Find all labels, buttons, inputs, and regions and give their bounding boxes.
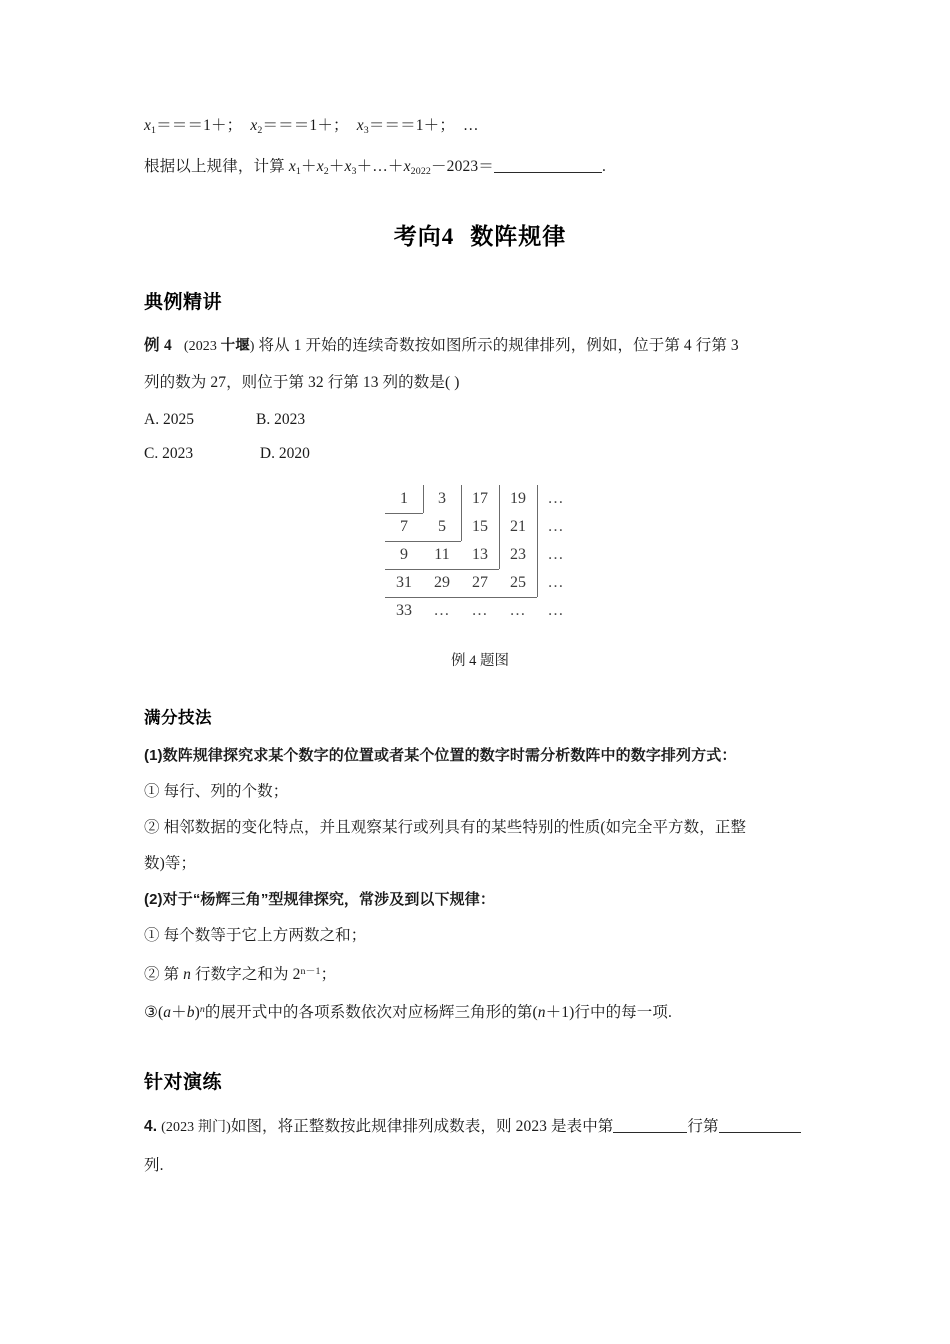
matrix-cell: 25 — [510, 573, 526, 591]
matrix-cell: … — [547, 545, 565, 563]
matrix-path-seg — [385, 541, 461, 542]
choice-b[interactable]: B. 2023 — [256, 410, 306, 428]
answer-blank[interactable] — [494, 157, 602, 173]
matrix-cell: 3 — [438, 489, 446, 507]
matrix-cell: … — [547, 517, 565, 535]
top-instruction-prefix: 根据以上规律，计算 — [144, 157, 285, 175]
matrix-cell: 27 — [472, 573, 488, 591]
matrix-cell: … — [433, 601, 451, 619]
matrix-cell: 9 — [400, 545, 408, 563]
matrix-row — [385, 541, 575, 569]
matrix-cell: 21 — [510, 517, 526, 535]
choice-a[interactable]: A. 2025 — [144, 410, 194, 428]
matrix-path-seg — [385, 513, 423, 514]
matrix-cell: 1 — [400, 489, 408, 507]
example-stem-line2: 列的数为 27，则位于第 32 行第 13 列的数是( ) — [144, 373, 460, 391]
figure-caption: 例 4 题图 — [451, 652, 509, 669]
question-text-1: 如图，将正整数按此规律排列成数表，则 2023 是表中第 — [230, 1118, 614, 1136]
manfen-item-7: ② 第 n 行数字之和为 $2^{n-1}$； — [144, 965, 337, 983]
page-content — [144, 108, 816, 1185]
top-instruction-formula: $x_1+x_2+x_3+\dots+x_{2022}-2023=$ — [288, 157, 494, 177]
matrix-cell: 7 — [400, 517, 408, 535]
matrix-row — [385, 513, 575, 541]
top-instruction-suffix: . — [601, 157, 606, 175]
matrix-row — [385, 569, 575, 597]
answer-blank-col-wrap[interactable] — [781, 1117, 801, 1133]
manfen-item-3: ② 相邻数据的变化特点，并且观察某行或列具有的某些特别的性质(如完全平方数，正整 — [144, 818, 747, 836]
choice-c[interactable]: C. 2023 — [144, 444, 194, 462]
matrix-cell: 13 — [472, 545, 488, 563]
example-label: 例 4 — [144, 336, 172, 354]
question-source: (2023 荆门) — [161, 1120, 231, 1136]
matrix-cell: 19 — [510, 489, 526, 507]
example-stem — [144, 328, 816, 365]
matrix-path-seg — [423, 485, 424, 513]
question-text-3: 列. — [144, 1157, 164, 1175]
matrix-cell: 17 — [472, 489, 488, 507]
choice-d[interactable]: D. 2020 — [259, 444, 310, 462]
section-heading — [144, 218, 816, 251]
section-number: 4 — [441, 223, 455, 249]
matrix-cell: 15 — [472, 517, 488, 535]
example-choices — [144, 403, 816, 471]
matrix-cell: 11 — [434, 545, 450, 563]
number-matrix-wrap — [385, 485, 575, 633]
matrix-cell: 23 — [510, 545, 526, 563]
matrix-cell: … — [509, 601, 527, 619]
answer-blank-row[interactable] — [613, 1117, 687, 1133]
manfen-heading: 满分技法 — [144, 708, 212, 727]
top-instruction-line — [144, 149, 816, 190]
dianli-heading: 典例精讲 — [144, 291, 223, 313]
section-title: 数阵规律 — [470, 222, 567, 249]
section-label: 考向 — [393, 222, 442, 249]
example-stem-line1: 将从 1 开始的连续奇数按如图所示的规律排列，例如，位于第 4 行第 3 — [258, 336, 739, 354]
practice-question-4 — [144, 1108, 816, 1185]
matrix-row — [385, 597, 575, 625]
example-source: (2023 十堰) — [183, 337, 255, 354]
manfen-item-2: ① 每行、列的个数； — [144, 782, 289, 800]
matrix-cell: … — [471, 601, 489, 619]
matrix-path-seg — [499, 485, 500, 569]
matrix-cell: 29 — [434, 573, 450, 591]
example-figure — [144, 485, 816, 670]
choice-row — [144, 437, 816, 471]
question-number: 4. — [144, 1118, 158, 1136]
matrix-cell: … — [547, 573, 565, 591]
manfen-item-4: 数)等； — [144, 854, 197, 872]
manfen-item-6: ① 每个数等于它上方两数之和； — [144, 926, 367, 944]
matrix-cell: … — [547, 489, 565, 507]
answer-blank-col[interactable] — [719, 1117, 781, 1133]
matrix-path-seg — [385, 597, 537, 598]
matrix-path-seg — [461, 485, 462, 541]
manfen-item-1: (1)数阵规律探究求某个数字的位置或者某个位置的数字时需分析数阵中的数字排列方式： — [144, 746, 737, 764]
top-formula-line: $x_1===1+$； $x_2===1+$； $x_3===1+$； … — [144, 117, 479, 136]
manfen-item-8: $③(a+b)^n$的展开式中的各项系数依次对应杨辉三角形的第(n＋1)行中的每一项. — [144, 1004, 672, 1022]
example-block — [144, 328, 816, 670]
matrix-path-seg — [537, 485, 538, 597]
zhendui-heading: 针对演练 — [144, 1072, 223, 1094]
matrix-cell: 33 — [396, 601, 412, 619]
question-text-2: 行第 — [687, 1118, 719, 1136]
matrix-row — [385, 485, 575, 513]
matrix-cell: 31 — [396, 573, 412, 591]
manfen-item-5: (2)对于“杨辉三角”型规律探究，常涉及到以下规律： — [144, 890, 495, 908]
matrix-cell: … — [547, 601, 565, 619]
number-matrix — [385, 485, 575, 625]
matrix-cell: 5 — [438, 517, 446, 535]
matrix-path-seg — [385, 569, 499, 570]
choice-row — [144, 403, 816, 437]
